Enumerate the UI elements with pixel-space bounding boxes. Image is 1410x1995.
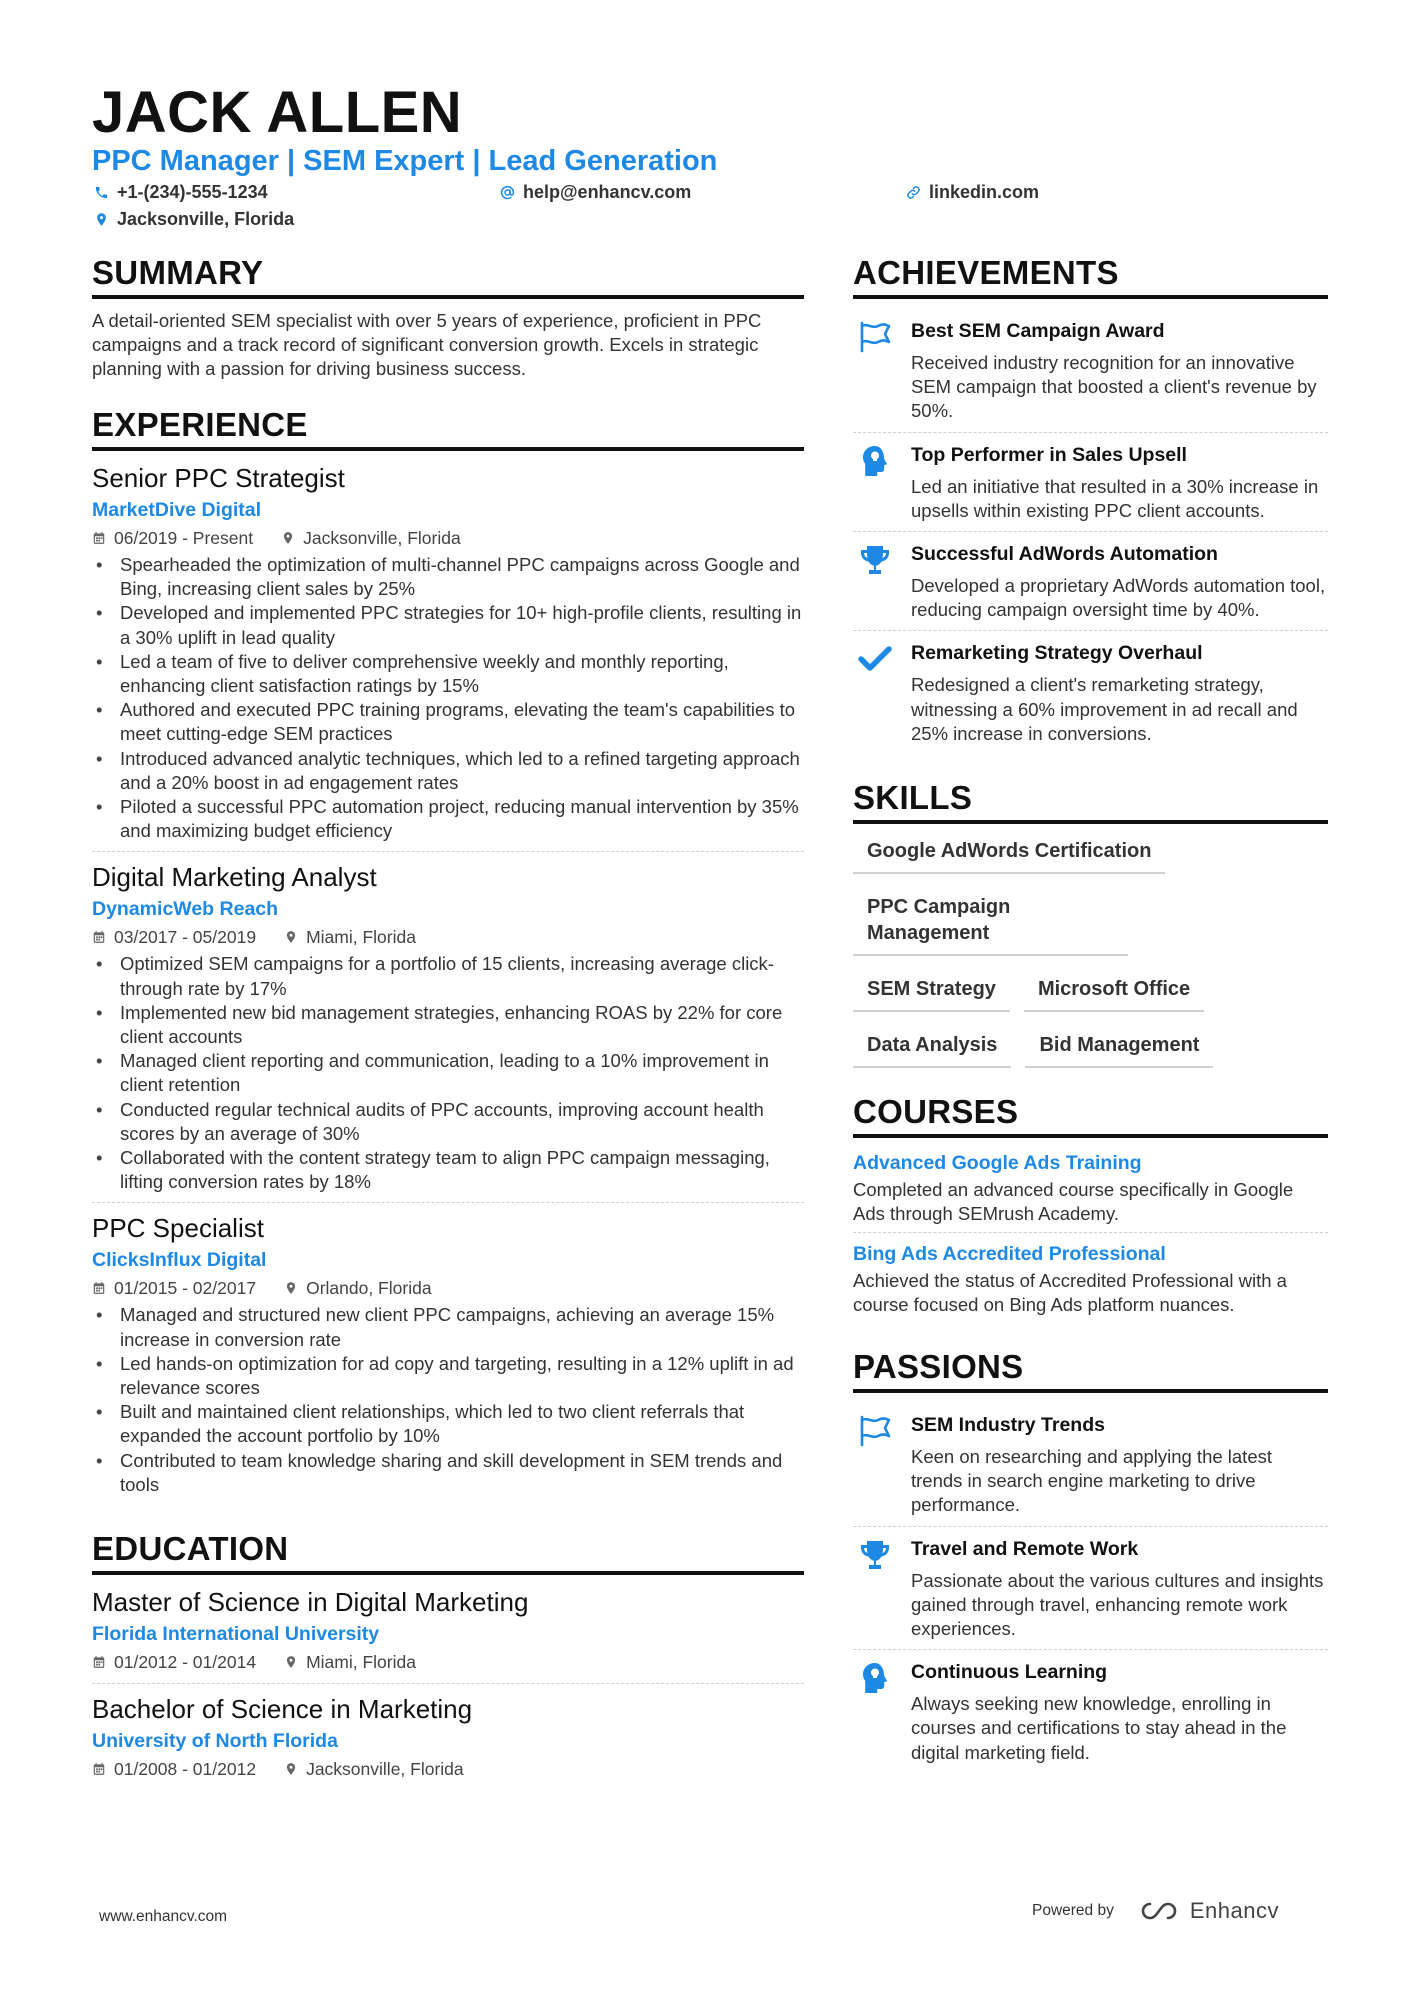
education-entry bbox=[92, 1692, 804, 1790]
job-company: MarketDive Digital bbox=[92, 499, 262, 521]
brand-logo[interactable] bbox=[1136, 1898, 1279, 1924]
achievement-title: Top Performer in Sales Upsell bbox=[911, 443, 1187, 466]
location-text: Jacksonville, Florida bbox=[117, 209, 295, 229]
trophy-icon bbox=[857, 542, 893, 578]
candidate-tagline: PPC Manager | SEM Expert | Lead Generation bbox=[92, 145, 718, 177]
job-meta bbox=[92, 525, 804, 551]
experience-entry bbox=[92, 1211, 804, 1505]
summary-text: A detail-oriented SEM specialist with over 5 years of experience, proficient in PPC campaigns and a track record of significant conversion growth. Excels in strategic planning with a passion for driving business success. bbox=[92, 310, 762, 379]
education-entry bbox=[92, 1585, 804, 1684]
bullet-item: • Implemented new bid management strategies, enhancing ROAS by 22% for core client accounts bbox=[92, 1001, 804, 1049]
bullet-item: • Managed client reporting and communication, leading to a 10% improvement in client retention bbox=[92, 1049, 804, 1097]
job-location: Miami, Florida bbox=[284, 924, 416, 950]
achievement-title: Best SEM Campaign Award bbox=[911, 320, 1165, 342]
course-item bbox=[853, 1148, 1328, 1233]
school-name: Florida International University bbox=[92, 1623, 380, 1646]
skill-tag: Bid Management bbox=[1025, 1028, 1213, 1068]
phone-text: +1-(234)-555-1234 bbox=[117, 182, 268, 202]
achievement-title: Successful AdWords Automation bbox=[911, 543, 1218, 566]
achievements-section bbox=[853, 253, 1328, 754]
footer-branding bbox=[1032, 1898, 1279, 1924]
courses-section bbox=[853, 1092, 1328, 1323]
bullet-item: • Spearheaded the optimization of multi-channel PPC campaigns across Google and Bing, increasing client sales by 25% bbox=[92, 553, 804, 601]
passion-title: SEM Industry Trends bbox=[911, 1414, 1105, 1437]
head-idea-icon bbox=[857, 1660, 893, 1696]
calendar-icon bbox=[92, 531, 106, 545]
skill-tag: Data Analysis bbox=[853, 1028, 1011, 1068]
passion-title: Continuous Learning bbox=[911, 1661, 1108, 1684]
job-bullets bbox=[92, 952, 804, 1194]
school-name: University of North Florida bbox=[92, 1730, 338, 1753]
education-meta bbox=[92, 1756, 804, 1782]
achievement-item bbox=[853, 309, 1328, 433]
left-column bbox=[92, 253, 804, 1814]
experience-section bbox=[92, 405, 804, 1505]
summary-heading: SUMMARY bbox=[92, 253, 804, 299]
achievement-desc: Redesigned a client's remarketing strategy, witnessing a 60% improvement in ad recall and 25% increase in conversions. bbox=[911, 674, 1298, 744]
calendar-icon bbox=[92, 930, 106, 944]
calendar-icon bbox=[92, 1655, 106, 1669]
job-title: PPC Specialist bbox=[92, 1213, 264, 1244]
achievement-item bbox=[853, 433, 1328, 532]
location-pin-icon bbox=[284, 930, 298, 944]
skill-tag: Google AdWords Certification bbox=[853, 834, 1165, 874]
achievement-title: Remarketing Strategy Overhaul bbox=[911, 642, 1203, 665]
brand-name: Enhancv bbox=[1189, 1898, 1279, 1923]
head-idea-icon bbox=[857, 443, 893, 479]
flag-icon bbox=[857, 1413, 893, 1449]
bullet-item: • Led a team of five to deliver comprehensive weekly and monthly reporting, enhancing client satisfaction ratings by 15% bbox=[92, 650, 804, 698]
education-meta bbox=[92, 1649, 804, 1675]
course-item bbox=[853, 1239, 1328, 1323]
job-location: Orlando, Florida bbox=[284, 1275, 431, 1301]
achievement-desc: Led an initiative that resulted in a 30% increase in upsells within existing PPC client accounts. bbox=[911, 475, 1319, 521]
skills-heading: SKILLS bbox=[853, 778, 1328, 824]
location-pin-icon bbox=[94, 212, 109, 227]
trophy-icon bbox=[857, 1537, 893, 1573]
bullet-item: • Led hands-on optimization for ad copy and targeting, resulting in a 12% uplift in ad relevance scores bbox=[92, 1352, 804, 1400]
location-pin-icon bbox=[284, 1655, 298, 1669]
passion-item bbox=[853, 1403, 1328, 1527]
course-title: Advanced Google Ads Training bbox=[853, 1152, 1142, 1175]
right-column bbox=[853, 253, 1328, 1797]
course-desc: Achieved the status of Accredited Professional with a course focused on Bing Ads platform nuances. bbox=[853, 1270, 1287, 1316]
passion-desc: Passionate about the various cultures and insights gained through travel, enhancing remote work experiences. bbox=[911, 1569, 1324, 1640]
education-heading: EDUCATION bbox=[92, 1529, 804, 1575]
job-meta bbox=[92, 1275, 804, 1301]
bullet-item: • Introduced advanced analytic techniques, which led to a refined targeting approach and a 20% boost in ad engagement rates bbox=[92, 747, 804, 795]
passion-item bbox=[853, 1527, 1328, 1651]
location-pin-icon bbox=[284, 1281, 298, 1295]
passion-title: Travel and Remote Work bbox=[911, 1537, 1139, 1560]
education-location: Miami, Florida bbox=[284, 1649, 416, 1675]
bullet-item: • Conducted regular technical audits of PPC accounts, improving account health scores by an average of 30% bbox=[92, 1098, 804, 1146]
job-meta bbox=[92, 924, 804, 950]
bullet-item: • Managed and structured new client PPC campaigns, achieving an average 15% increase in conversion rate bbox=[92, 1303, 804, 1351]
achievement-item bbox=[853, 631, 1328, 754]
job-dates: 01/2015 - 02/2017 bbox=[92, 1275, 256, 1301]
contact-email[interactable] bbox=[500, 181, 691, 203]
contact-linkedin[interactable] bbox=[906, 181, 1039, 203]
contact-phone[interactable] bbox=[94, 181, 268, 203]
degree-title: Bachelor of Science in Marketing bbox=[92, 1694, 473, 1725]
education-location: Jacksonville, Florida bbox=[284, 1756, 464, 1782]
calendar-icon bbox=[92, 1281, 106, 1295]
achievement-item bbox=[853, 532, 1328, 631]
powered-by-text: Powered by bbox=[1032, 1902, 1114, 1919]
bullet-item: • Collaborated with the content strategy team to align PPC campaign messaging, lifting conversion rates by 18% bbox=[92, 1146, 804, 1194]
bullet-item: • Piloted a successful PPC automation project, reducing manual intervention by 35% and maximizing budget efficiency bbox=[92, 795, 804, 843]
job-location: Jacksonville, Florida bbox=[281, 525, 461, 551]
course-title: Bing Ads Accredited Professional bbox=[853, 1243, 1166, 1266]
skill-tag: SEM Strategy bbox=[853, 972, 1010, 1012]
enhancv-logo-icon bbox=[1136, 1899, 1182, 1923]
passions-section bbox=[853, 1347, 1328, 1773]
job-company: DynamicWeb Reach bbox=[92, 898, 279, 921]
link-icon bbox=[906, 185, 921, 200]
candidate-name: JACK ALLEN bbox=[92, 80, 463, 145]
bullet-item: • Developed and implemented PPC strategies for 10+ high-profile clients, resulting in a 30% uplift in lead quality bbox=[92, 601, 804, 649]
skills-list bbox=[853, 834, 1328, 1068]
bullet-item: • Built and maintained client relationships, which led to two client referrals that expanded the account portfolio by 10% bbox=[92, 1400, 804, 1448]
skills-section bbox=[853, 778, 1328, 1068]
contact-location bbox=[94, 208, 294, 230]
passions-heading: PASSIONS bbox=[853, 1347, 1328, 1393]
courses-heading: COURSES bbox=[853, 1092, 1328, 1138]
calendar-icon bbox=[92, 1762, 106, 1776]
job-company: ClicksInflux Digital bbox=[92, 1249, 267, 1272]
job-bullets bbox=[92, 1303, 804, 1497]
linkedin-text: linkedin.com bbox=[929, 182, 1040, 202]
passion-desc: Always seeking new knowledge, enrolling in courses and certifications to stay ahead in the digital marketing field. bbox=[911, 1693, 1287, 1763]
experience-entry bbox=[92, 461, 804, 852]
email-text: help@enhancv.com bbox=[523, 182, 692, 202]
checkmark-icon bbox=[857, 641, 893, 677]
skill-tag: PPC Campaign Management bbox=[853, 890, 1128, 956]
education-section bbox=[92, 1529, 804, 1790]
bullet-item: • Authored and executed PPC training programs, elevating the team's capabilities to meet cutting-edge SEM practices bbox=[92, 698, 804, 746]
education-dates: 01/2012 - 01/2014 bbox=[92, 1649, 256, 1675]
bullet-item: • Optimized SEM campaigns for a portfolio of 15 clients, increasing average click-through rate by 17% bbox=[92, 952, 804, 1000]
flag-icon bbox=[857, 319, 893, 355]
experience-entry bbox=[92, 860, 804, 1203]
job-bullets bbox=[92, 553, 804, 843]
passion-item bbox=[853, 1650, 1328, 1773]
job-dates: 03/2017 - 05/2019 bbox=[92, 924, 256, 950]
at-sign-icon bbox=[500, 185, 515, 200]
job-dates: 06/2019 - Present bbox=[92, 525, 253, 551]
job-title: Digital Marketing Analyst bbox=[92, 862, 377, 893]
achievements-heading: ACHIEVEMENTS bbox=[853, 253, 1328, 299]
location-pin-icon bbox=[284, 1762, 298, 1776]
degree-title: Master of Science in Digital Marketing bbox=[92, 1587, 529, 1618]
achievement-desc: Received industry recognition for an innovative SEM campaign that boosted a client's revenue by 50%. bbox=[911, 352, 1317, 422]
job-title: Senior PPC Strategist bbox=[92, 463, 345, 493]
course-desc: Completed an advanced course specifically in Google Ads through SEMrush Academy. bbox=[853, 1179, 1294, 1225]
location-pin-icon bbox=[281, 531, 295, 545]
achievement-desc: Developed a proprietary AdWords automation tool, reducing campaign oversight time by 40%. bbox=[911, 575, 1326, 621]
skill-tag: Microsoft Office bbox=[1024, 972, 1204, 1012]
experience-heading: EXPERIENCE bbox=[92, 405, 804, 451]
footer-website[interactable]: www.enhancv.com bbox=[99, 1908, 228, 1925]
bullet-item: • Contributed to team knowledge sharing and skill development in SEM trends and tools bbox=[92, 1449, 804, 1497]
passion-desc: Keen on researching and applying the latest trends in search engine marketing to drive performance. bbox=[911, 1446, 1273, 1516]
summary-section bbox=[92, 253, 804, 381]
education-dates: 01/2008 - 01/2012 bbox=[92, 1756, 256, 1782]
phone-icon bbox=[94, 185, 109, 200]
